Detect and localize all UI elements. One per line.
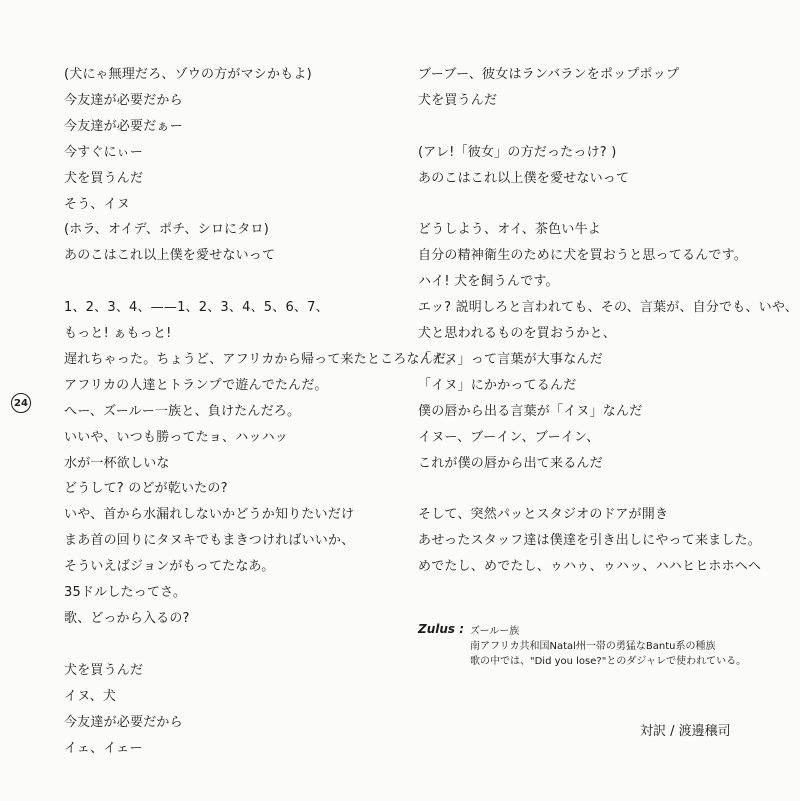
page-number-badge: 24 <box>11 393 31 413</box>
lyric-line: これが僕の唇から出て来るんだ <box>418 455 603 471</box>
lyric-line: そう、イヌ <box>64 196 131 212</box>
footnote-label: Zulus : <box>418 622 465 636</box>
lyric-line: 今友達が必要だぁー <box>64 118 183 134</box>
lyric-line: (ホラ、オイデ、ポチ、シロにタロ) <box>64 222 270 238</box>
stanza-gap <box>64 632 394 658</box>
footnote-body <box>470 624 746 669</box>
lyric-line: あせったスタッフ達は僕達を引き出しにやって来ました。 <box>418 533 761 549</box>
lyric-line: 犬と思われるものを買おうかと、 <box>418 326 617 342</box>
stanza-gap <box>64 269 394 295</box>
lyric-line: エッ? 説明しろと言われても、その、言葉が、自分でも、いや、 <box>418 300 798 316</box>
lyric-line: もっと! ぁもっと! <box>64 326 172 342</box>
lyric-line: 水が一杯欲しいな <box>64 455 170 471</box>
lyric-line: どうしよう、オイ、茶色い牛よ <box>418 222 601 238</box>
lyric-line: いいや、いつも勝ってたョ、ハッハッ <box>64 429 289 445</box>
lyric-line: 歌、どっから入るの? <box>64 611 190 627</box>
lyric-line: いや、首から水漏れしないかどうか知りたいだけ <box>64 507 355 523</box>
lyric-line: 今友達が必要だから <box>64 92 183 108</box>
lyric-line: あのこはこれ以上僕を愛せないって <box>64 248 276 264</box>
lyric-line: ブーブー、彼女はランバランをポップポップ <box>418 67 680 82</box>
lyric-line: 自分の精神衛生のために犬を買おうと思ってるんです。 <box>418 248 747 264</box>
lyric-line: 今友達が必要だから <box>64 714 183 730</box>
lyric-line: まあ首の回りにタヌキでもまきつければいいか、 <box>64 533 355 549</box>
stanza-gap <box>418 476 778 502</box>
lyric-line: へー、ズールー一族と、負けたんだろ。 <box>64 403 301 419</box>
lyric-line: あのこはこれ以上僕を愛せないって <box>418 170 630 186</box>
lyric-line: (アレ!「彼女」の方だったっけ? ) <box>418 144 617 160</box>
footnote-line: ズールー族 <box>470 626 520 637</box>
lyric-line: めでたし、めでたし、ゥハゥ、ゥハッ、ハハヒヒホホヘヘ <box>418 559 762 575</box>
stanza-gap <box>418 192 778 218</box>
lyric-line: 今すぐにぃー <box>64 144 143 160</box>
translator-credit: 対訳 / 渡邊穣司 <box>640 724 731 739</box>
lyric-line: 犬を買うんだ <box>418 92 498 108</box>
lyric-line: どうして? のどが乾いたの? <box>64 481 228 497</box>
stanza-gap <box>418 114 778 140</box>
lyric-line: 僕の唇から出る言葉が「イヌ」なんだ <box>418 403 643 419</box>
footnote-line: 歌の中では、"Did you lose?"とのダジャレで使われている。 <box>470 656 747 667</box>
lyric-line: イェ、イェー <box>64 740 143 756</box>
lyric-line: イヌ、犬 <box>64 688 117 704</box>
footnote-line: 南アフリカ共和国Natal州一帯の勇猛なBantu系の種族 <box>470 641 716 652</box>
lyric-line: ハイ! 犬を飼うんです。 <box>418 274 559 290</box>
lyric-line: 犬を買うんだ <box>64 170 144 186</box>
lyric-line: 「イヌ」にかかってるんだ <box>418 377 577 393</box>
lyric-line: イヌー、ブーイン、ブーイン、 <box>418 429 600 445</box>
lyric-line: 35ドルしたってさ。 <box>64 585 187 601</box>
lyric-line: (犬にゃ無理だろ、ゾウの方がマシかもよ) <box>64 67 312 82</box>
lyric-line: そして、突然パッとスタジオのドアが開き <box>418 507 669 523</box>
lyric-line: 1、2、3、4、——1、2、3、4、5、6、7、 <box>64 300 329 316</box>
lyrics-right-column <box>418 62 798 580</box>
lyric-line: アフリカの人達とトランプで遊んでたんだ。 <box>64 377 328 393</box>
lyric-line: 遅れちゃった。ちょうど、アフリカから帰って来たところなんだ。 <box>64 351 460 367</box>
lyric-line: 「イヌ」って言葉が大事なんだ <box>418 351 603 367</box>
lyric-line: 犬を買うんだ <box>64 662 144 678</box>
lyric-line: そういえばジョンがもってたなあ。 <box>64 559 275 575</box>
